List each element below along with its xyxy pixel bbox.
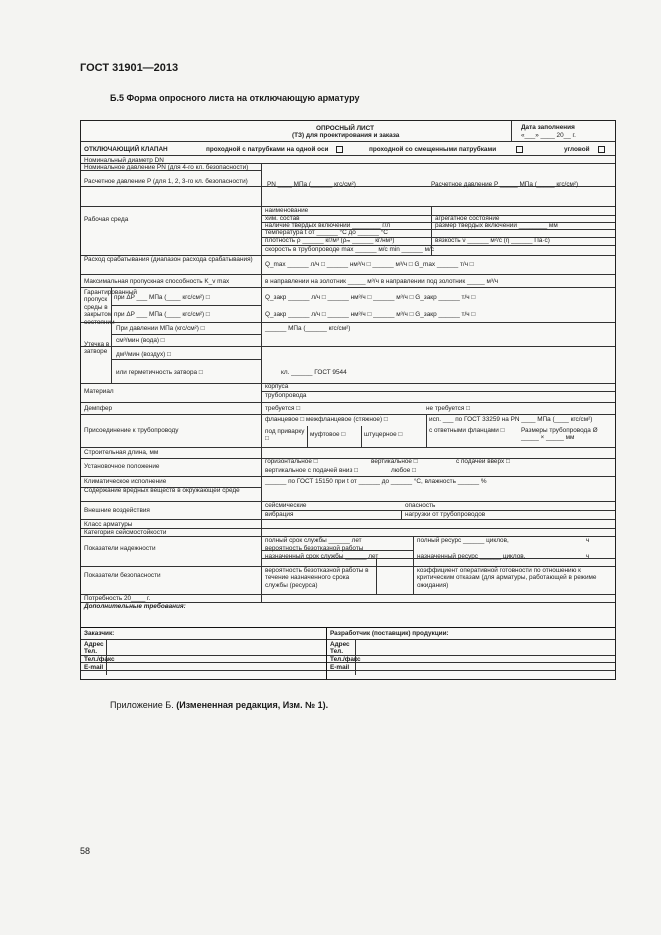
damper-yes[interactable]: требуется □ — [265, 405, 301, 412]
option-offset-checkbox[interactable] — [516, 146, 523, 153]
conn-mating[interactable]: с ответными фланцами □ — [429, 427, 505, 434]
guaranteed-leak-label: Гарантированный пропуск среды в закрытом состоянии — [84, 289, 137, 326]
safety-probability[interactable]: вероятность безотказной работы в течение назначенного срока службы (ресурса) — [265, 567, 369, 589]
kv-field[interactable]: в направлении на золотник _____ м³/ч в направлении под золотник _____ м³/ч — [265, 278, 499, 285]
medium-viscosity[interactable]: вязкость ν ______ м²/с (η ______ Па·с) — [435, 237, 550, 244]
material-label: Материал — [84, 388, 114, 395]
ext-vibration[interactable]: вибрация — [265, 511, 294, 518]
rel-assigned-life[interactable]: назначенный срок службы ______ лет — [265, 553, 379, 560]
leak-tightness[interactable]: или герметичность затвора □ — [116, 369, 203, 376]
rel-probability[interactable]: вероятность безотказной работы — [265, 545, 364, 552]
customer-tel: Тел. — [84, 648, 97, 655]
dp1-field[interactable]: при ΔP ___ МПа (____ кгс/см²) □ — [114, 294, 210, 301]
section-title: Б.5 Форма опросного листа на отключающую арматуру — [110, 93, 360, 103]
pn-label: Номинальное давление PN (для 4-го кл. безопасности) — [84, 164, 249, 171]
valve-type-label: ОТКЛЮЧАЮЩИЙ КЛАПАН — [84, 146, 168, 153]
external-label: Внешние воздействия — [84, 507, 150, 514]
rel-life[interactable]: полный срок службы ______ лет — [265, 537, 362, 544]
leak-class-field[interactable]: кл. ______ ГОСТ 9544 — [281, 369, 347, 376]
ext-pipe-loads[interactable]: нагрузки от трубопроводов — [405, 511, 486, 518]
developer-tel: Тел. — [330, 648, 343, 655]
option-inline: проходной с патрубками на одной оси — [206, 146, 329, 153]
conn-standard[interactable]: исп. ___ по ГОСТ 33259 на PN ____ МПа (____ кгс/см²) — [429, 416, 593, 423]
pr-field[interactable]: Расчетное давление P _____ МПа (_____ кгс/см²) — [431, 181, 579, 188]
medium-label: Рабочая среда — [84, 216, 129, 223]
rel-assigned-resource[interactable]: назначенный ресурс ______ циклов, — [417, 553, 526, 560]
leak-pressure-field[interactable]: ______ МПа (______ кгс/см²) — [265, 325, 351, 332]
customer-label: Заказчик: — [84, 630, 115, 637]
option-offset: проходной со смещенными патрубками — [369, 146, 497, 153]
medium-solids-size[interactable]: размер твердых включений ________ мм — [435, 222, 558, 229]
class-label: Класс арматуры — [84, 521, 133, 528]
leak-label: Утечка в затворе — [84, 341, 110, 356]
leak-air[interactable]: дм³/мин (воздух) □ — [116, 351, 171, 358]
flow-field[interactable]: Q_max ______ л/ч □ ______ нм³/ч □ ______ м³/ч □ G_max ______ т/ч □ — [265, 261, 474, 268]
rel-assigned-resource-unit: ч — [586, 553, 590, 560]
pr-label: Расчетное давление P (для 1, 2, 3-го кл. безопасности) — [84, 178, 248, 185]
material-body[interactable]: корпуса — [265, 383, 289, 390]
safety-label: Показатели безопасности — [84, 572, 161, 579]
rel-resource[interactable]: полный ресурс ______ циклов, — [417, 537, 509, 544]
seismic-category-label: Категория сейсмостойкости — [84, 529, 167, 536]
option-angle-checkbox[interactable] — [598, 146, 605, 153]
option-angle: угловой — [564, 146, 590, 153]
leak-water[interactable]: см³/мин (вода) □ — [116, 337, 165, 344]
medium-density[interactable]: плотность ρ ______ кг/м³ (ρₘ ______ кг/нм³) — [265, 237, 395, 244]
medium-chem[interactable]: хим. состав — [265, 215, 300, 222]
customer-fax: Тел./факс — [84, 656, 115, 663]
safety-readiness[interactable]: коэффициент оперативной готовности по отношению к критическим отказам (для арматуры, работающей в режиме ожидания) — [417, 567, 597, 589]
date-label: Дата заполнения — [521, 124, 575, 131]
conn-weld[interactable]: под приварку □ — [265, 428, 305, 443]
install-label: Установочное положение — [84, 463, 160, 470]
developer-label: Разработчик (поставщик) продукции: — [330, 630, 449, 637]
climate-field[interactable]: ______ по ГОСТ 15150 при t от ______ до ______ °С, влажность ______ % — [265, 478, 487, 485]
pn-field[interactable]: PN ____ МПа (______ кгс/см²) — [267, 181, 356, 188]
medium-speed[interactable]: скорость в трубопроводе max ______ м/с min ______ м/с — [265, 246, 435, 253]
damper-label: Демпфер — [84, 405, 113, 412]
customer-address: Адрес — [84, 641, 104, 648]
conn-coupling[interactable]: муфтовое □ — [310, 431, 346, 438]
document-header: ГОСТ 31901—2013 — [80, 62, 179, 74]
medium-state[interactable]: агрегатное состояние — [435, 215, 500, 222]
leak-pressure[interactable]: При давлении МПа (кгс/см²) □ — [116, 325, 205, 332]
q1-field[interactable]: Q_закр ______ л/ч □ ______ нм³/ч □ ______ м³/ч □ G_закр ______ т/ч □ — [265, 294, 476, 301]
medium-temp[interactable]: температура t от ______ °С до ______ °С — [265, 229, 388, 236]
form-subtitle: (ТЗ) для проектирования и заказа — [292, 132, 400, 139]
reliability-label: Показатели надежности — [84, 545, 156, 552]
material-pipe[interactable]: трубопровода — [265, 392, 307, 399]
connection-label: Присоединение к трубопроводу — [84, 427, 179, 434]
flow-label: Расход срабатывания (диапазон расхода срабатывания) — [84, 256, 253, 263]
install-any[interactable]: любое □ — [391, 467, 416, 474]
climate-label: Климатическое исполнение — [84, 478, 167, 485]
rel-resource-unit: ч — [586, 537, 590, 544]
demand-label: Потребность 20____ г. — [84, 595, 151, 602]
ext-seismic[interactable]: сейсмические — [265, 502, 307, 509]
install-up[interactable]: с подачей вверх □ — [456, 458, 510, 465]
q2-field[interactable]: Q_закр ______ л/ч □ ______ нм³/ч □ ______ м³/ч □ G_закр ______ т/ч □ — [265, 311, 476, 318]
harmful-label: Содержание вредных веществ в окружающей среде — [84, 487, 240, 494]
note-text: Приложение Б. — [110, 700, 174, 710]
note-bold: (Измененная редакция, Изм. № 1). — [176, 700, 329, 710]
dn-label: Номинальный диаметр DN — [84, 157, 164, 164]
additional-label: Дополнительные требования: — [84, 603, 186, 610]
damper-no[interactable]: не требуется □ — [426, 405, 470, 412]
ext-danger[interactable]: опасность — [405, 502, 436, 509]
conn-fitting[interactable]: штуцерное □ — [364, 431, 403, 438]
medium-name[interactable]: наименование — [265, 207, 309, 214]
install-horizontal[interactable]: горизонтальное □ — [265, 458, 318, 465]
option-inline-checkbox[interactable] — [336, 146, 343, 153]
medium-solids[interactable]: наличие твердых включений ________ г/л — [265, 222, 391, 229]
page-number: 58 — [80, 846, 91, 856]
developer-address: Адрес — [330, 641, 350, 648]
install-down[interactable]: вертикальное с подачей вниз □ — [265, 467, 359, 474]
customer-email: E-mail — [84, 664, 104, 671]
length-label: Строительная длина, мм — [84, 449, 159, 456]
pipe-size-field[interactable]: Размеры трубопровода Ø _____ × _____ мм — [521, 427, 598, 442]
form-title: ОПРОСНЫЙ ЛИСТ — [316, 125, 375, 132]
kv-label: Максимальная пропускная способность K_v max — [84, 278, 230, 285]
install-vertical[interactable]: вертикальное □ — [371, 458, 418, 465]
questionnaire-form — [80, 120, 616, 680]
conn-flange[interactable]: фланцевое □ межфланцевое (стяжное) □ — [265, 416, 388, 423]
developer-email: E-mail — [330, 664, 350, 671]
change-note — [110, 700, 328, 710]
dp2-field[interactable]: при ΔP ___ МПа (____ кгс/см²) □ — [114, 311, 210, 318]
developer-fax: Тел./факс — [330, 656, 361, 663]
date-field[interactable]: «___» ____ 20__ г. — [521, 132, 576, 139]
